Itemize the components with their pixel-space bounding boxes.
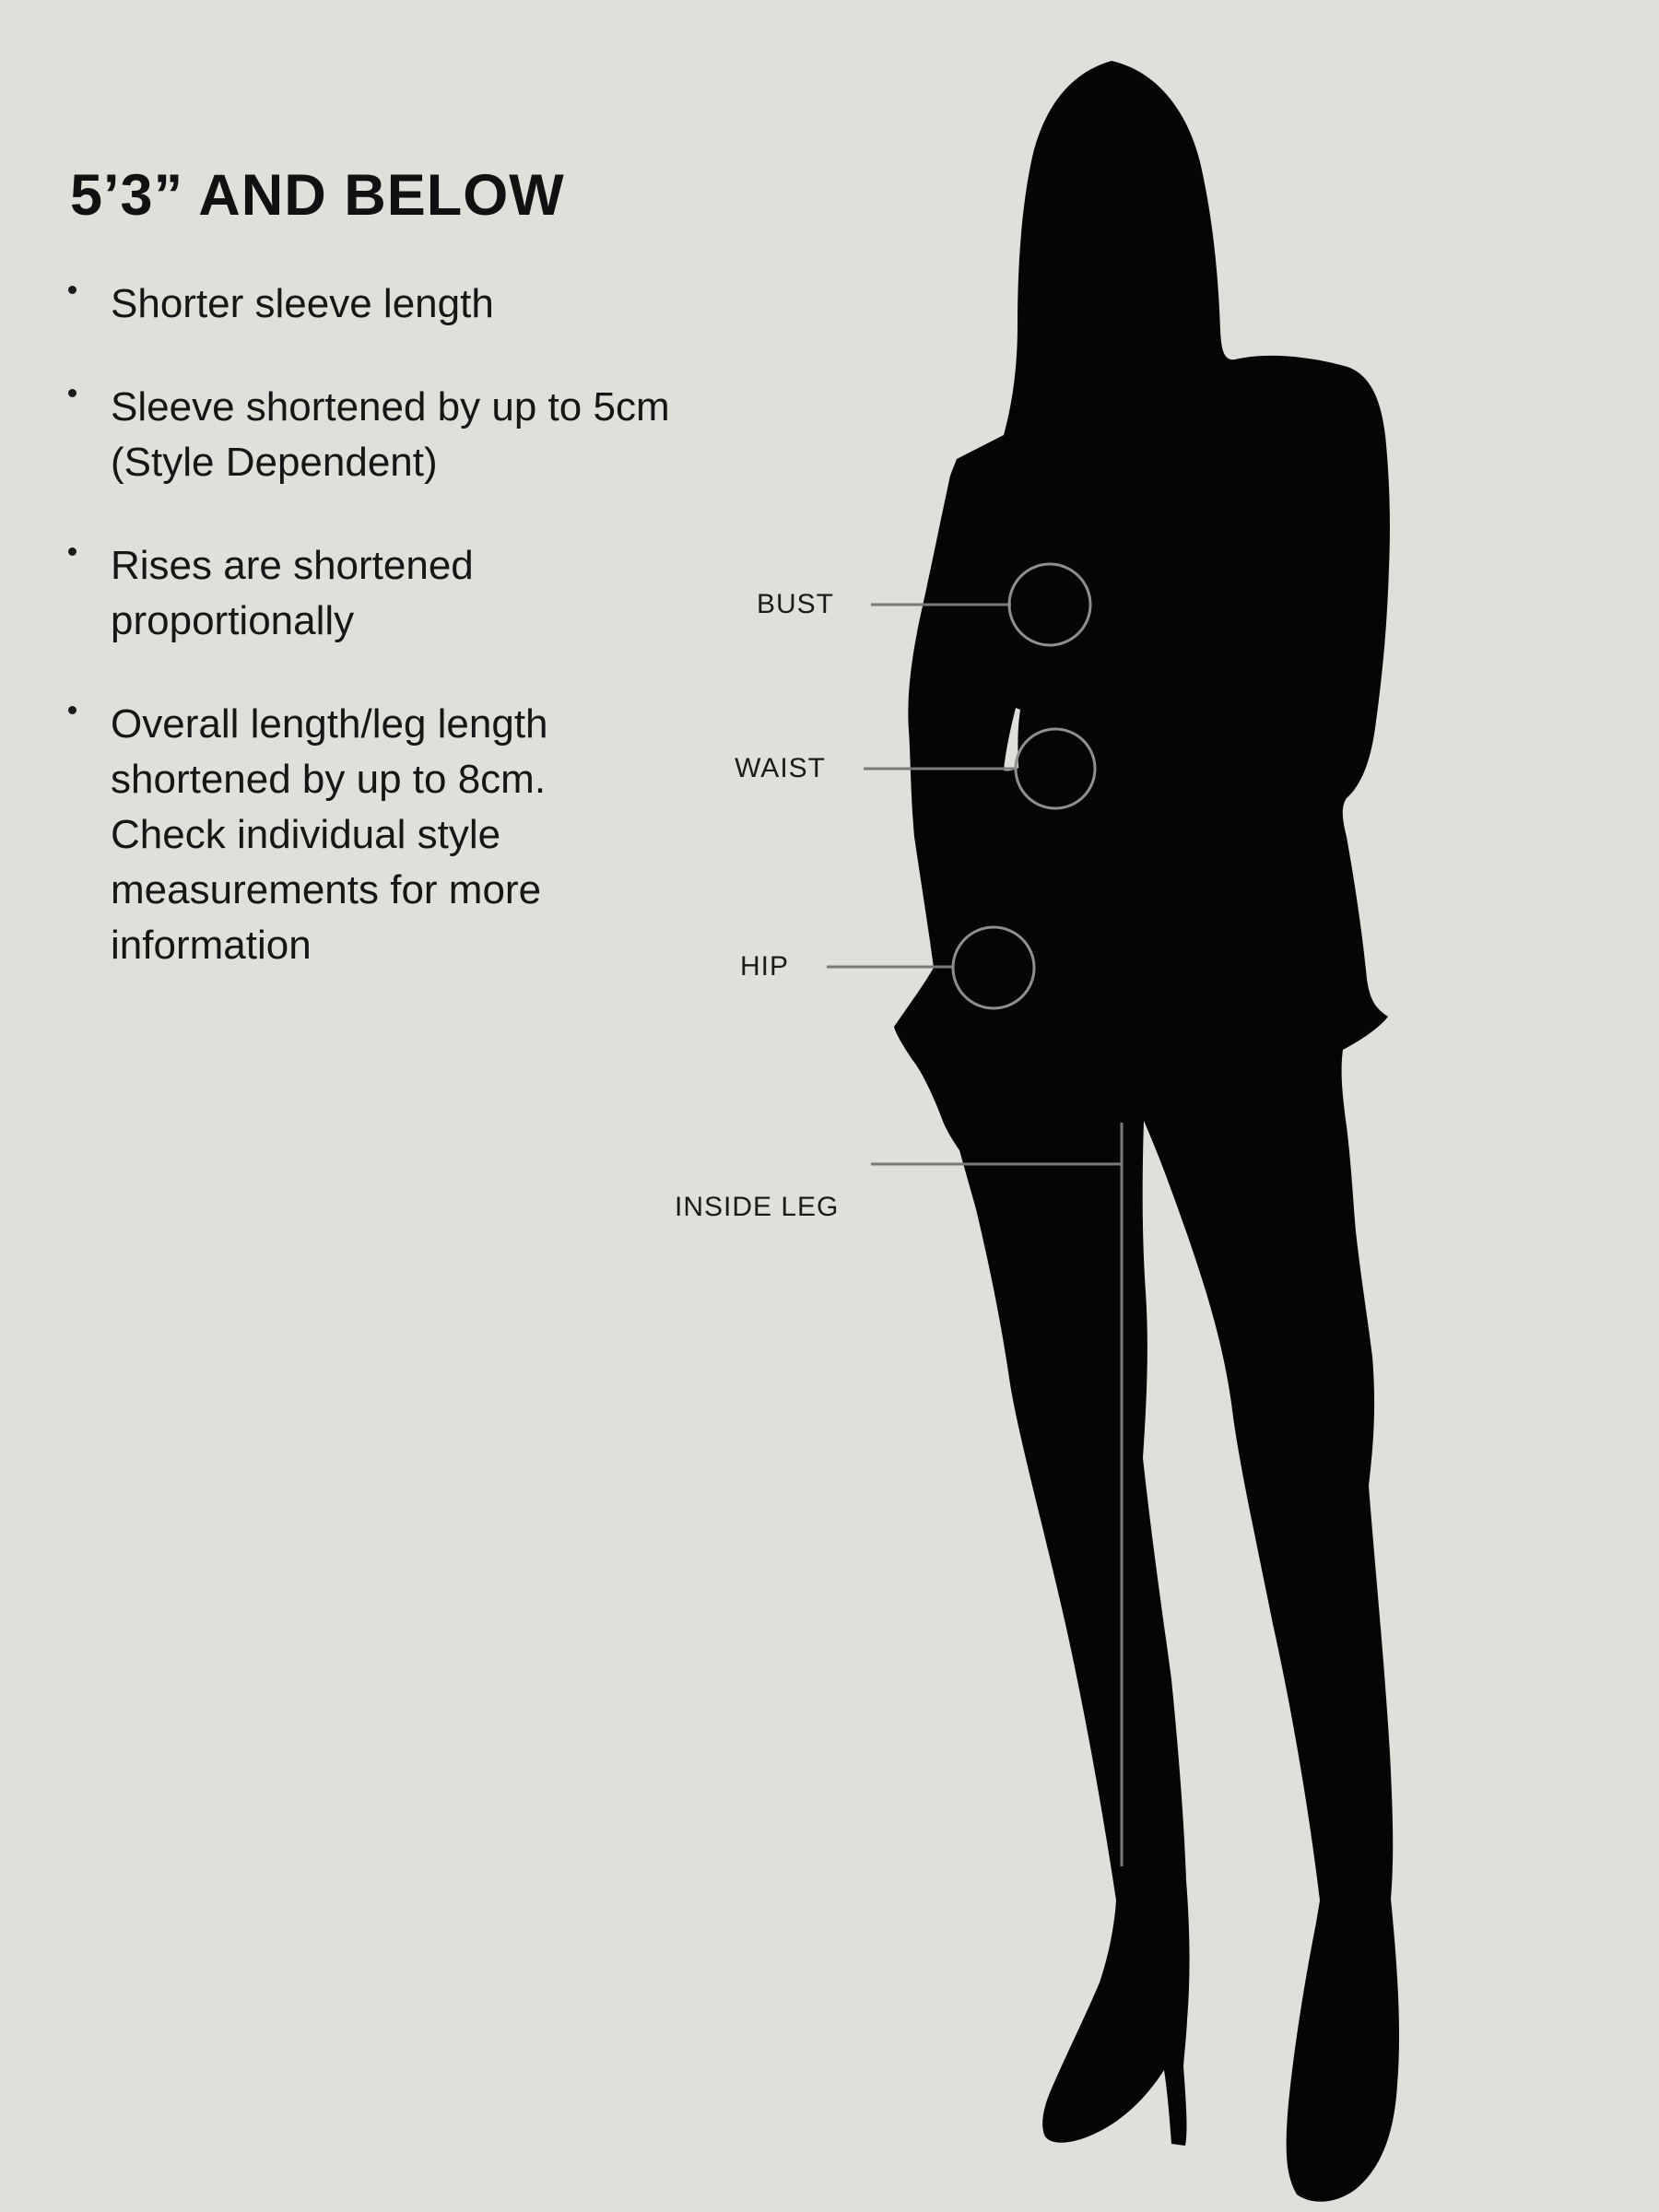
bullet-text-line: information: [111, 923, 312, 968]
bullet-dot: [68, 389, 76, 397]
inside-leg-label: INSIDE LEG: [675, 1192, 840, 1222]
woman-silhouette: [894, 61, 1399, 2202]
bullet-item-sleeve-length: [66, 276, 693, 332]
feature-bullet-list: [66, 276, 693, 1021]
bullet-item-overall-length: [66, 697, 693, 973]
page-title: 5’3” AND BELOW: [70, 163, 565, 228]
bullet-text-line: measurements for more: [111, 867, 542, 912]
bullet-text-line: shortened by up to 8cm.: [111, 757, 547, 802]
bullet-item-rises: [66, 538, 693, 649]
bullet-text-line: Check individual style: [111, 812, 501, 857]
bullet-text-line: Rises are shortened: [111, 543, 474, 588]
hip-label: HIP: [739, 951, 789, 982]
bullet-text-line: proportionally: [111, 598, 355, 643]
bullet-dot: [68, 286, 76, 294]
bullet-text-line: Sleeve shortened by up to 5cm: [111, 384, 670, 429]
bullet-dot: [68, 706, 76, 714]
bullet-item-sleeve-shortened: [66, 380, 693, 490]
bullet-text-line: (Style Dependent): [111, 440, 438, 485]
bullet-dot: [68, 547, 76, 556]
bullet-text-line: Overall length/leg length: [111, 701, 548, 747]
bullet-text-line: Shorter sleeve length: [111, 281, 494, 326]
waist-label: WAIST: [735, 753, 826, 783]
bust-label: BUST: [756, 589, 834, 619]
